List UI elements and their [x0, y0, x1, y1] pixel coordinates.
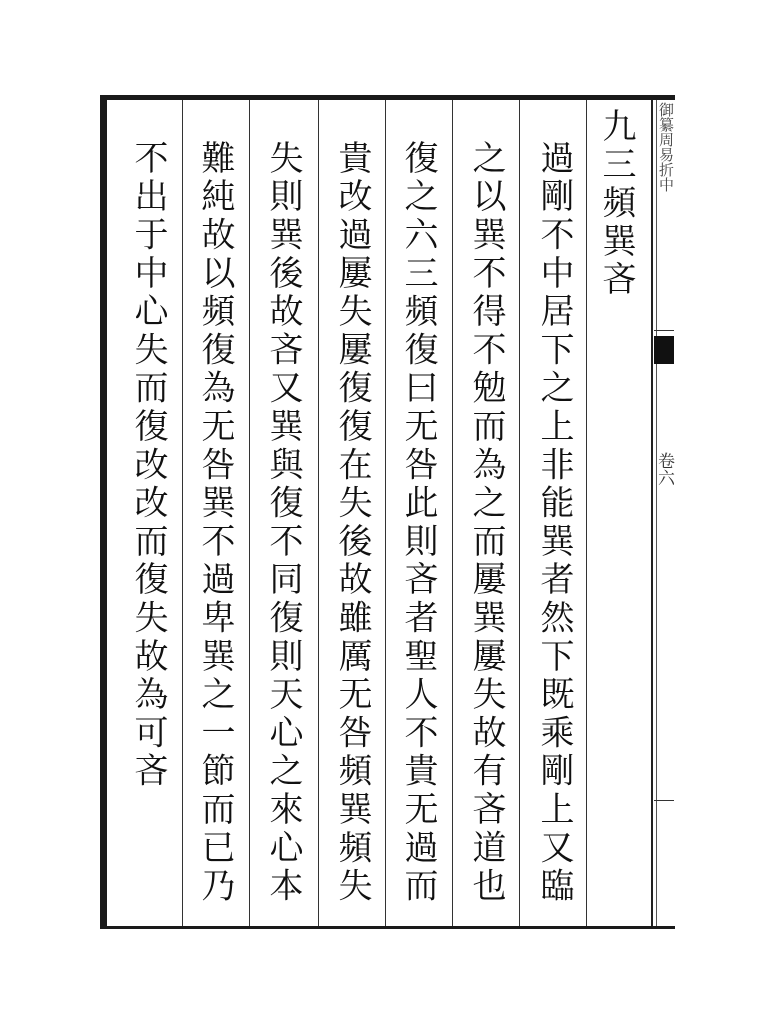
heading-column: 九三頻巽吝 — [596, 108, 636, 300]
column-rule — [318, 100, 319, 926]
fold-volume-label: 卷六 — [654, 452, 674, 486]
frame-bottom-border — [100, 926, 675, 929]
frame-left-border — [100, 95, 107, 929]
column-rule — [519, 100, 520, 926]
text-column-3: 復之六三頻復曰无咎此則吝者聖人不貴无過而 — [398, 140, 438, 906]
fold-border — [651, 100, 653, 926]
fold-divider — [654, 800, 674, 801]
frame-top-border — [100, 95, 675, 100]
text-column-6: 難純故以頻復為无咎巽不過卑巽之一節而已乃 — [195, 140, 235, 906]
text-column-5: 失則巽後故吝又巽與復不同復則天心之來心本 — [263, 140, 303, 906]
column-rule — [182, 100, 183, 926]
text-column-4: 貴改過屢失屢復復在失後故雖厲无咎頻巽頻失 — [332, 140, 372, 906]
text-column-7: 不出于中心失而復改改而復失故為可吝 — [128, 140, 168, 792]
text-column-1: 過剛不中居下之上非能巽者然下既乘剛上又臨 — [534, 140, 574, 906]
column-rule — [385, 100, 386, 926]
column-rule — [249, 100, 250, 926]
fold-divider — [654, 330, 674, 331]
column-rule — [586, 100, 587, 926]
fold-book-title: 御纂周易折中 — [657, 102, 675, 192]
fish-tail-mark — [654, 336, 674, 364]
text-column-2: 之以巽不得不勉而為之而屢巽屢失故有吝道也 — [466, 140, 506, 906]
column-rule — [452, 100, 453, 926]
